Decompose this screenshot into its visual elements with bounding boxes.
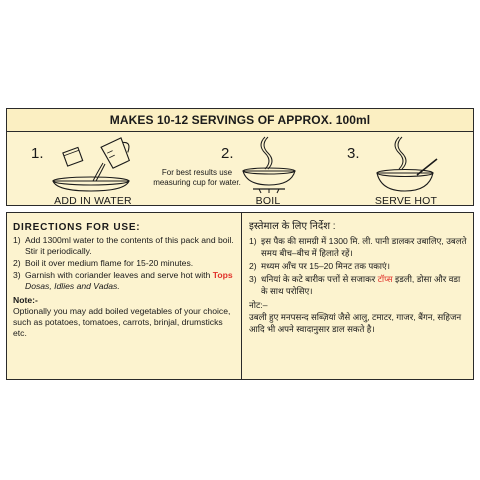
instructions-panel bbox=[6, 108, 474, 380]
hindi-directions bbox=[249, 221, 469, 335]
english-note-heading: Note:- bbox=[13, 295, 38, 305]
hindi-item-3: 3) धनियां के कटे बारीक पत्तों से सजाकर टॉप्स इडली, डोसा और वडा के साथ परोसिए। bbox=[249, 274, 461, 296]
step-3-number: 3. bbox=[347, 145, 360, 162]
english-item-1: 1) Add 1300ml water to the contents of this pack and boil. Stir it periodically. bbox=[13, 235, 234, 256]
brand-name-hindi: टॉप्स bbox=[377, 274, 393, 284]
hindi-note-heading: नोट:– bbox=[249, 300, 268, 310]
step-2-label: BOIL bbox=[255, 195, 281, 207]
hindi-item-1: 1) इस पैक की सामग्री में 1300 मि. ली. पानी डालकर उबालिए, उबलते समय बीच–बीच में हिलाते रहें। bbox=[249, 236, 467, 258]
hindi-note-text: उबली हुए मनपसन्द सब्ज़ियां जैसे आलु, टमाटर, गाजर, बैंगन, सहिजन आदि भी अपने स्वादानुसार डाल सकते है। bbox=[249, 312, 462, 334]
english-heading: DIRECTIONS FOR USE: bbox=[13, 222, 141, 233]
column-divider bbox=[241, 213, 242, 379]
english-item-3: 3) Garnish with coriander leaves and serve hot with Tops Dosas, Idlies and Vadas. bbox=[13, 270, 233, 291]
hindi-heading: इस्तेमाल के लिए निर्देश : bbox=[249, 221, 336, 232]
servings-banner: MAKES 10-12 SERVINGS OF APPROX. 100ml bbox=[7, 109, 473, 132]
hindi-item-2: 2) मध्यम आँच पर 15–20 मिनट तक पकाएं। bbox=[249, 261, 391, 271]
step-3-label: SERVE HOT bbox=[374, 195, 438, 207]
preparation-steps-box bbox=[6, 108, 474, 206]
english-directions bbox=[13, 222, 237, 339]
step-1-number: 1. bbox=[31, 145, 44, 162]
boiling-pot-icon bbox=[239, 135, 301, 195]
best-results-note-line1: For best results use bbox=[161, 168, 233, 177]
serving-bowl-icon bbox=[369, 135, 449, 195]
pour-water-icon bbox=[47, 135, 142, 190]
english-note-text: Optionally you may add boiled vegetables of your choice, such as potatoes, tomatoes, carrots, brinjal, drumsticks etc. bbox=[13, 306, 231, 338]
brand-name: Tops bbox=[212, 270, 233, 280]
best-results-note-line2: measuring cup for water. bbox=[153, 178, 241, 187]
directions-box bbox=[6, 212, 474, 380]
step-1-label: ADD IN WATER bbox=[54, 195, 132, 207]
step-2-number: 2. bbox=[221, 145, 234, 162]
best-results-note bbox=[145, 168, 249, 188]
english-item-2: 2) Boil it over medium flame for 15-20 minutes. bbox=[13, 258, 194, 268]
